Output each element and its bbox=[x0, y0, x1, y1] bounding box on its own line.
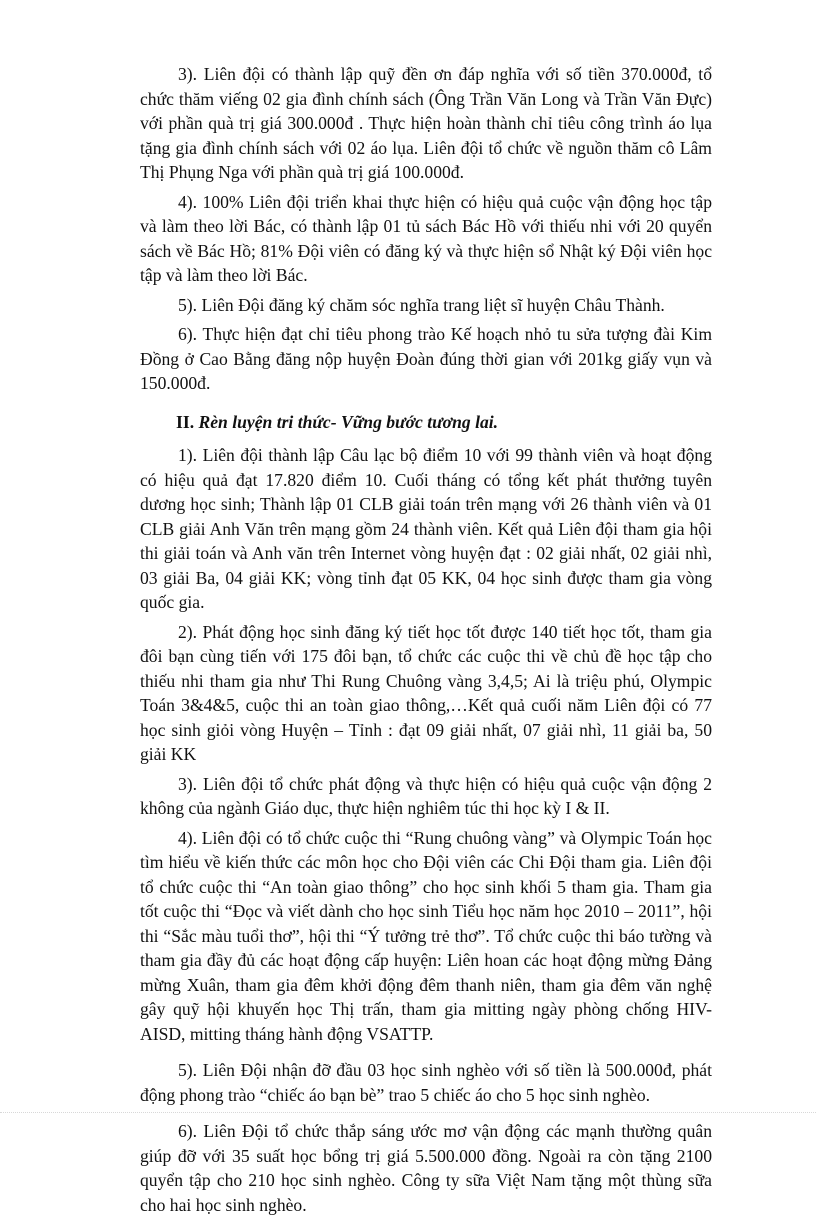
section-paragraph-1: 1). Liên đội thành lập Câu lạc bộ điểm 10 với 99 thành viên và hoạt động có hiệu quả đạt 17.820 điểm 10. Cuối tháng có tổng kết phát thưởng tuyên dương học sinh; Thành lập 01 CLB giải toán trên mạng với 26 thành viên và 01 CLB giải Anh Văn trên mạng gồm 24 thành viên. Kết quả Liên đội tham gia hội thi giải toán và Anh văn trên Internet vòng huyện đạt : 02 giải nhất, 02 giải nhì, 03 giải Ba, 04 giải KK; vòng tỉnh đạt 05 KK, 04 học sinh được tham gia vòng quốc gia. bbox=[140, 445, 712, 612]
section-paragraph-6: 6). Liên Đội tổ chức thắp sáng ước mơ vận động các mạnh thường quân giúp đỡ với 35 suất học bổng trị giá 5.500.000 đồng. Ngoài ra còn tặng 2100 quyển tập cho 210 học sinh nghèo. Công ty sữa Việt Nam tặng một thùng sữa cho hai học sinh nghèo. bbox=[140, 1121, 712, 1215]
section-paragraph-3: 3). Liên đội tổ chức phát động và thực hiện có hiệu quả cuộc vận động 2 không của ngành Giáo dục, thực hiện nghiêm túc thi học kỳ I & II. bbox=[140, 773, 712, 818]
section-heading bbox=[140, 410, 712, 435]
section-number: II. bbox=[176, 411, 195, 432]
section-title: Rèn luyện tri thức- Vững bước tương lai. bbox=[198, 411, 499, 432]
paragraph-item-5: 5). Liên Đội đăng ký chăm sóc nghĩa trang liệt sĩ huyện Châu Thành. bbox=[178, 294, 665, 315]
section-paragraph-4: 4). Liên đội có tổ chức cuộc thi “Rung chuông vàng” và Olympic Toán học tìm hiểu về kiến thức các môn học cho Đội viên các Chi Đội tham gia. Liên đội tổ chức cuộc thi “An toàn giao thông” cho học sinh khối 5 tham gia. Tham gia tốt cuộc thi “Đọc và viết dành cho học sinh Tiểu học năm học 2010 – 2011”, hội thi “Sắc màu tuổi thơ”, hội thi “Ý tưởng trẻ thơ”. Tổ chức cuộc thi báo tường và tham gia đầy đủ các hoạt động cấp huyện: Liên hoan các hoạt động mừng Đảng mừng Xuân, tham gia đêm khởi động đêm thanh niên, tham gia đêm văn nghệ gây quỹ hội khuyến học Thị trấn, tham gia mitting ngày phòng chống HIV-AISD, mitting tháng hành động VSATTP. bbox=[140, 827, 712, 1044]
page-bottom-border bbox=[0, 1112, 816, 1113]
paragraph-item-6: 6). Thực hiện đạt chỉ tiêu phong trào Kế hoạch nhỏ tu sửa tượng đài Kim Đồng ở Cao Bằng đăng nộp huyện Đoàn đúng thời gian với 201kg giấy vụn và 150.000đ. bbox=[140, 324, 712, 393]
paragraph-item-3: 3). Liên đội có thành lập quỹ đền ơn đáp nghĩa với số tiền 370.000đ, tổ chức thăm viếng 02 gia đình chính sách (Ông Trần Văn Long và Trần Văn Đực) với phần quà trị giá 300.000đ . Thực hiện hoàn thành chỉ tiêu công trình áo lụa tặng gia đình chính sách với 02 áo lụa. Liên đội tổ chức về nguồn thăm cô Lâm Thị Phụng Nga với phần quà trị giá 100.000đ. bbox=[140, 64, 712, 182]
section-paragraph-2: 2). Phát động học sinh đăng ký tiết học tốt được 140 tiết học tốt, tham gia đôi bạn cùng tiến với 175 đôi bạn, tổ chức các cuộc thi về chủ đề học tập cho thiếu nhi tham gia như Thi Rung Chuông vàng 3,4,5; Ai là triệu phú, Olympic Toán 3&4&5, cuộc thi an toàn giao thông,…Kết quả cuối năm Liên đội có 77 học sinh giỏi vòng Huyện – Tỉnh : đạt 09 giải nhất, 07 giải nhì, 11 giải ba, 50 giải KK bbox=[140, 621, 712, 764]
paragraph-item-4: 4). 100% Liên đội triển khai thực hiện có hiệu quả cuộc vận động học tập và làm theo lời Bác, có thành lập 01 tủ sách Bác Hồ với thiếu nhi với 20 quyển sách về Bác Hồ; 81% Đội viên có đăng ký và thực hiện sổ Nhật ký Đội viên học tập và làm theo lời Bác. bbox=[140, 191, 712, 285]
section-paragraph-5: 5). Liên Đội nhận đỡ đầu 03 học sinh nghèo với số tiền là 500.000đ, phát động phong trào “chiếc áo bạn bè” trao 5 chiếc áo cho 5 học sinh nghèo. bbox=[140, 1060, 712, 1105]
